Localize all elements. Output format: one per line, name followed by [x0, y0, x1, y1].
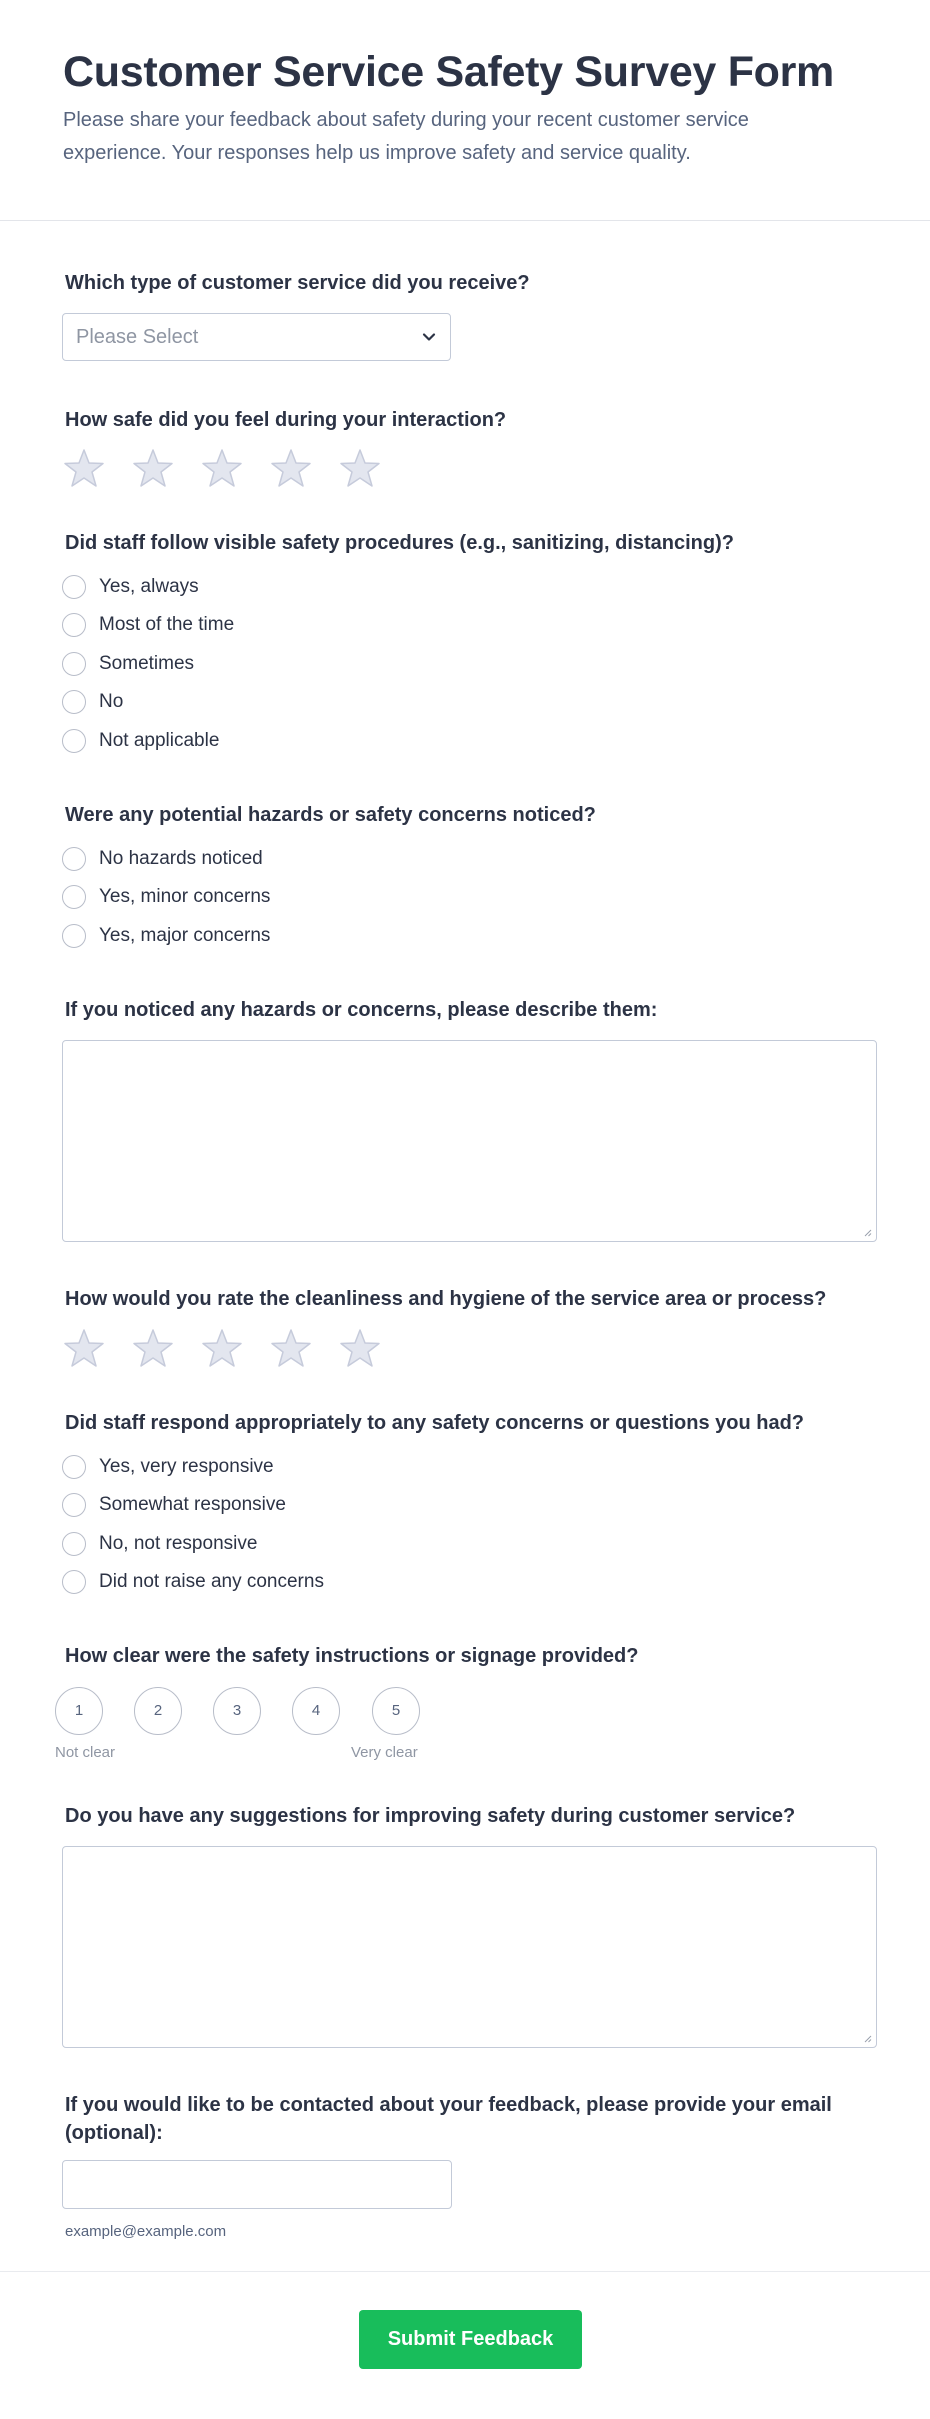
- question-safety-procedures-label: Did staff follow visible safety procedures (e.g., sanitizing, distancing)?: [65, 532, 734, 554]
- radio-label: Did not raise any concerns: [99, 1571, 324, 1592]
- question-email-label: If you would like to be contacted about your feedback, please provide your email (optional):: [65, 2094, 832, 2144]
- star-icon[interactable]: [63, 1327, 105, 1369]
- suggestions-textarea[interactable]: [62, 1846, 877, 2048]
- radio-label: No: [99, 691, 124, 712]
- question-instructions-clarity-label: How clear were the safety instructions or signage provided?: [65, 1645, 639, 1667]
- radio-option[interactable]: [62, 1530, 662, 1558]
- radio-button[interactable]: [62, 924, 86, 948]
- submit-feedback-button[interactable]: Submit Feedback: [359, 2310, 582, 2369]
- radio-button[interactable]: [62, 1493, 86, 1517]
- scale-option-4[interactable]: 4: [292, 1687, 340, 1735]
- radio-button[interactable]: [62, 729, 86, 753]
- radio-label: Yes, major concerns: [99, 925, 271, 946]
- radio-option[interactable]: [62, 883, 662, 911]
- radio-button[interactable]: [62, 613, 86, 637]
- radio-button[interactable]: [62, 847, 86, 871]
- radio-option[interactable]: [62, 611, 662, 639]
- radio-option[interactable]: [62, 650, 662, 678]
- scale-option-5[interactable]: 5: [372, 1687, 420, 1735]
- question-hazards-label: Were any potential hazards or safety concerns noticed?: [65, 804, 596, 826]
- radio-button[interactable]: [62, 690, 86, 714]
- scale-option-2[interactable]: 2: [134, 1687, 182, 1735]
- question-cleanliness-label: How would you rate the cleanliness and hygiene of the service area or process?: [65, 1288, 827, 1310]
- radio-label: No, not responsive: [99, 1533, 258, 1554]
- radio-button[interactable]: [62, 1455, 86, 1479]
- radio-label: No hazards noticed: [99, 848, 263, 869]
- star-icon[interactable]: [63, 447, 105, 489]
- radio-option[interactable]: [62, 573, 662, 601]
- hazards-description-textarea[interactable]: [62, 1040, 877, 1242]
- radio-label: Somewhat responsive: [99, 1494, 286, 1515]
- form-header: [0, 0, 930, 221]
- radio-label: Sometimes: [99, 653, 195, 674]
- form-subtitle: Please share your feedback about safety during your recent customer service experience. Your responses help us improve safety and service quality.: [63, 109, 749, 164]
- radio-option[interactable]: [62, 1453, 662, 1481]
- star-icon[interactable]: [132, 447, 174, 489]
- form-title: Customer Service Safety Survey Form: [63, 48, 834, 96]
- star-icon[interactable]: [201, 1327, 243, 1369]
- radio-label: Yes, minor concerns: [99, 886, 271, 907]
- radio-option[interactable]: [62, 688, 662, 716]
- star-icon[interactable]: [201, 447, 243, 489]
- radio-label: Yes, very responsive: [99, 1456, 274, 1477]
- cleanliness-rating-stars: [63, 1327, 423, 1369]
- radio-option[interactable]: [62, 845, 662, 873]
- question-staff-response-label: Did staff respond appropriately to any safety concerns or questions you had?: [65, 1412, 805, 1434]
- radio-label: Not applicable: [99, 730, 220, 751]
- dropdown-placeholder: Please Select: [76, 326, 199, 348]
- radio-button[interactable]: [62, 652, 86, 676]
- star-icon[interactable]: [270, 447, 312, 489]
- safety-rating-stars: [63, 447, 423, 489]
- scale-min-label: Not clear: [55, 1744, 116, 1761]
- radio-label: Most of the time: [99, 614, 235, 635]
- resize-grip-icon[interactable]: [862, 2033, 872, 2043]
- service-type-dropdown[interactable]: [62, 313, 451, 361]
- star-icon[interactable]: [132, 1327, 174, 1369]
- radio-button[interactable]: [62, 1570, 86, 1594]
- radio-option[interactable]: [62, 922, 662, 950]
- question-safety-feeling-label: How safe did you feel during your interaction?: [65, 409, 507, 431]
- scale-option-1[interactable]: 1: [55, 1687, 103, 1735]
- question-suggestions-label: Do you have any suggestions for improving safety during customer service?: [65, 1805, 796, 1827]
- radio-button[interactable]: [62, 575, 86, 599]
- scale-option-3[interactable]: 3: [213, 1687, 261, 1735]
- resize-grip-icon[interactable]: [862, 1227, 872, 1237]
- radio-button[interactable]: [62, 885, 86, 909]
- radio-label: Yes, always: [99, 576, 199, 597]
- star-icon[interactable]: [339, 1327, 381, 1369]
- question-service-type-label: Which type of customer service did you receive?: [65, 272, 530, 294]
- chevron-down-icon: [420, 328, 438, 346]
- question-hazards-description-label: If you noticed any hazards or concerns, please describe them:: [65, 999, 658, 1021]
- radio-button[interactable]: [62, 1532, 86, 1556]
- star-icon[interactable]: [339, 447, 381, 489]
- radio-option[interactable]: [62, 727, 662, 755]
- email-hint: example@example.com: [65, 2223, 227, 2240]
- star-icon[interactable]: [270, 1327, 312, 1369]
- radio-option[interactable]: [62, 1568, 662, 1596]
- scale-max-label: Very clear: [351, 1744, 418, 1761]
- radio-option[interactable]: [62, 1491, 662, 1519]
- email-input[interactable]: [62, 2160, 452, 2209]
